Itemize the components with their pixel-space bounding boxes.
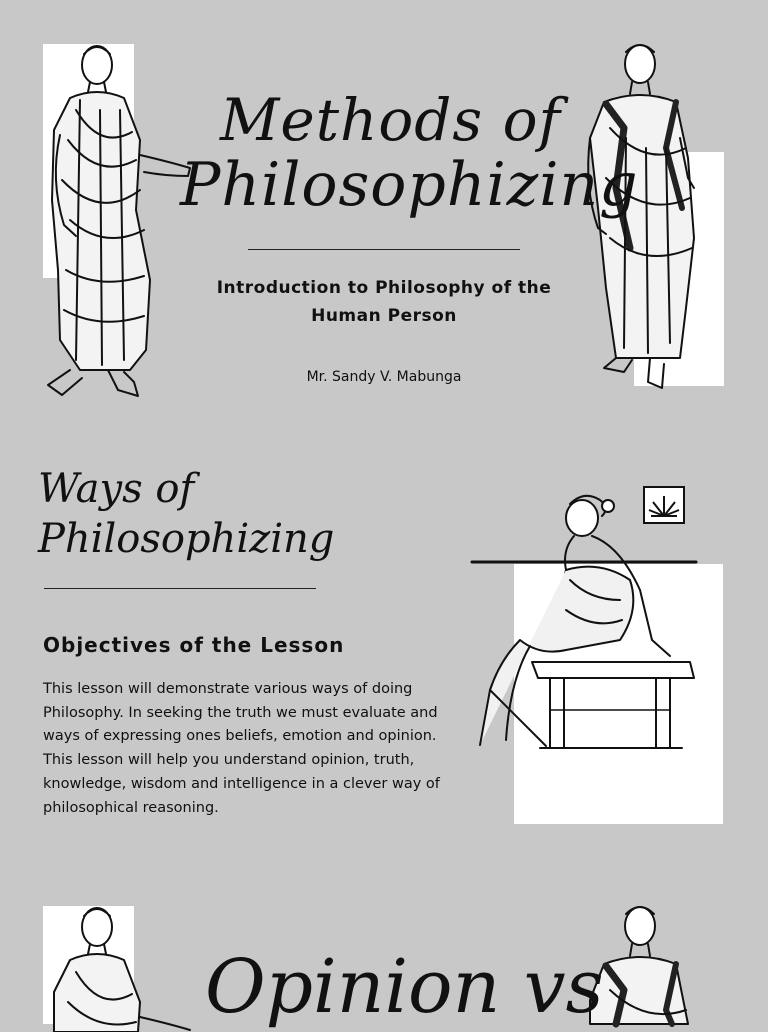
objectives-line: ways of expressing ones beliefs, emotion and opinion.	[43, 728, 437, 745]
subtitle-line2: Human Person	[311, 306, 457, 326]
objectives-line: knowledge, wisdom and intelligence in a clever way of	[43, 775, 440, 792]
objectives-line: philosophical reasoning.	[43, 799, 219, 816]
page-title-line2: Philosophizing	[180, 150, 639, 220]
toga-figure-left-illustration	[40, 40, 200, 405]
section-divider	[44, 588, 316, 589]
objectives-line: This lesson will help you understand opinion, truth,	[43, 752, 415, 769]
subtitle-line1: Introduction to Philosophy of the	[216, 278, 552, 298]
section-title-line2: Philosophizing	[38, 516, 335, 562]
objectives-title: Objectives of the Lesson	[43, 633, 345, 657]
objectives-body	[43, 678, 483, 820]
objectives-line: Philosophy. In seeking the truth we must evaluate and	[43, 704, 438, 721]
seated-woman-illustration	[470, 490, 700, 755]
title-divider	[248, 249, 520, 250]
section3-title: Opinion vs	[205, 944, 604, 1030]
page-title-line1: Methods of	[220, 86, 562, 154]
author-name: Mr. Sandy V. Mabunga	[306, 369, 462, 385]
objectives-line: This lesson will demonstrate various ways of doing	[43, 681, 413, 697]
toga-figure-left-illustration-2	[40, 902, 200, 1032]
section-title-line1: Ways of	[38, 466, 195, 512]
